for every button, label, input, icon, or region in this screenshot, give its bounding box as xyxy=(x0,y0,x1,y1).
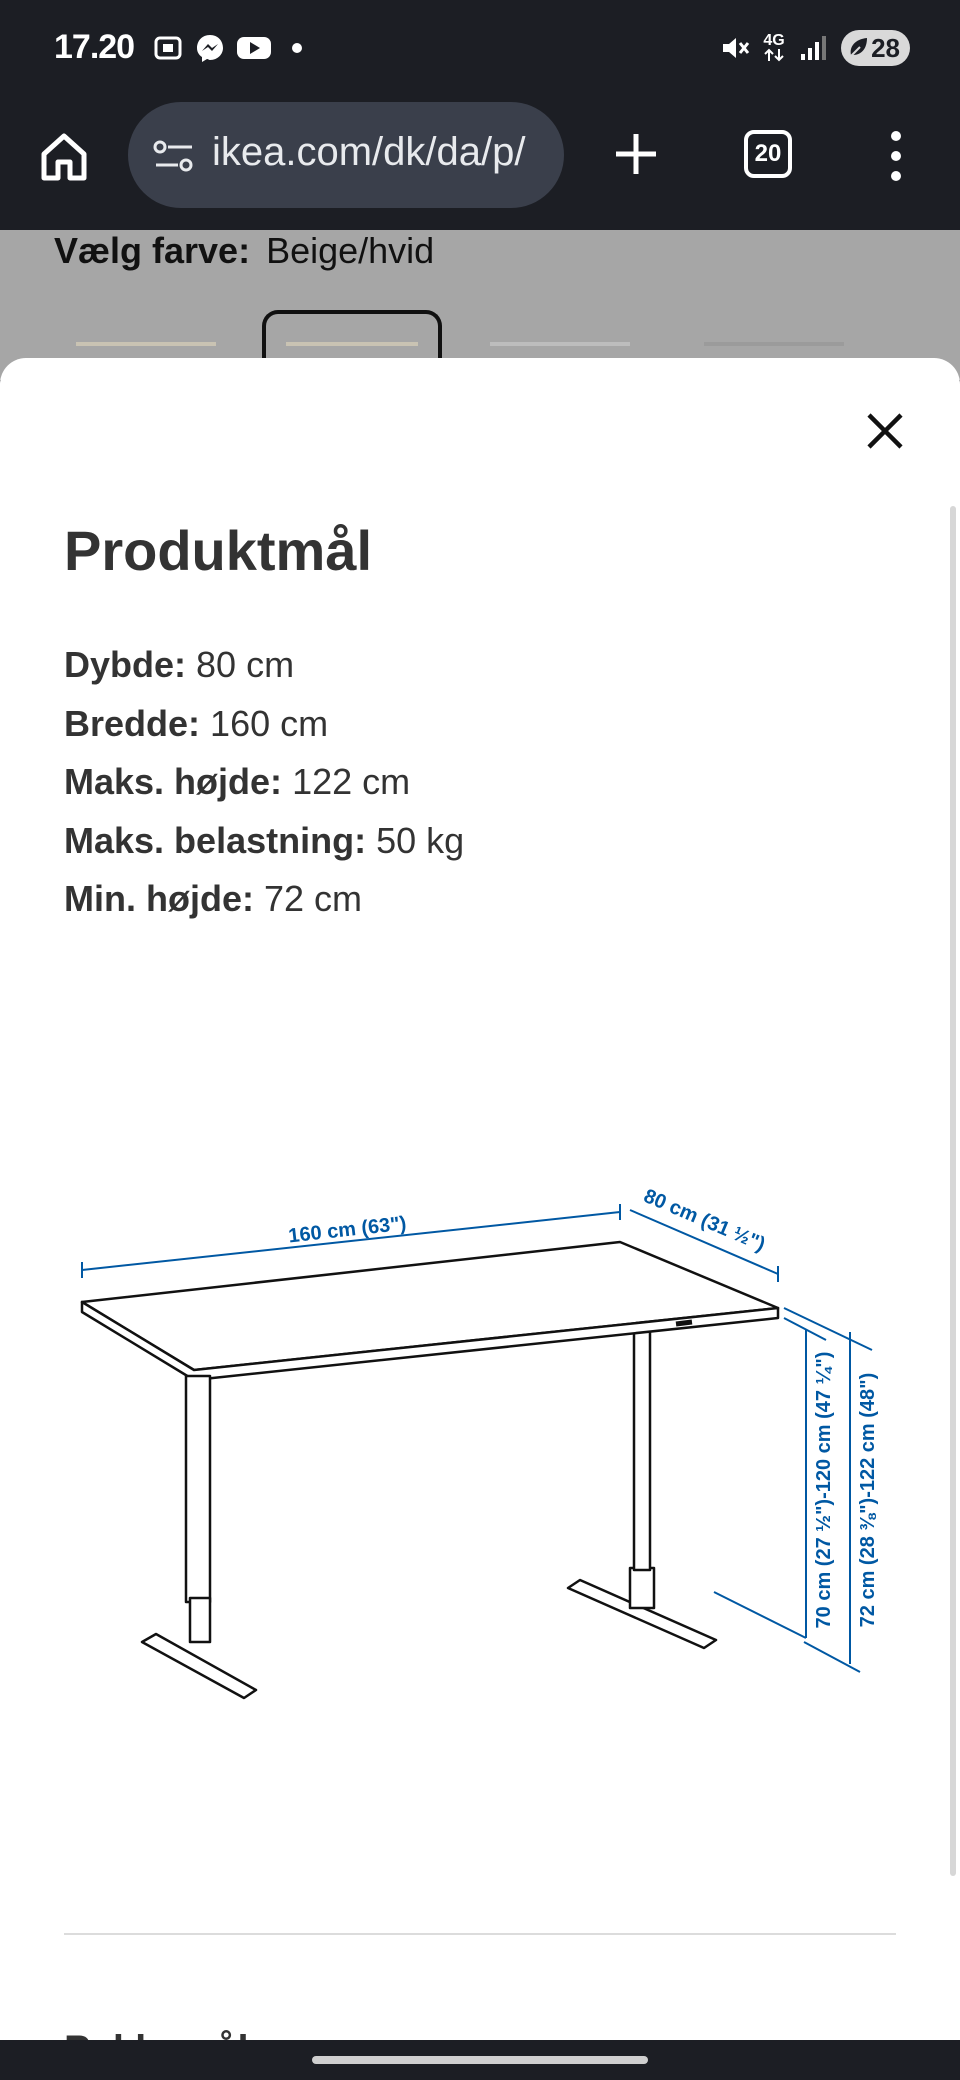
more-menu-icon[interactable] xyxy=(884,128,908,184)
browser-toolbar xyxy=(0,100,960,230)
battery-level: 28 xyxy=(871,33,900,63)
gesture-handle[interactable] xyxy=(312,2056,648,2064)
messenger-icon xyxy=(194,32,226,64)
system-icons xyxy=(719,30,910,66)
height-range-1-label: 70 cm (27 ½")-120 cm (47 ¼") xyxy=(813,1351,835,1629)
color-label: Vælg farve: xyxy=(54,230,251,271)
youtube-icon xyxy=(236,32,272,64)
dimension-row xyxy=(64,695,464,754)
dimension-value: 80 cm xyxy=(196,644,295,685)
site-settings-icon[interactable] xyxy=(152,138,196,174)
data-arrows-icon xyxy=(763,48,785,62)
battery-indicator xyxy=(841,30,910,66)
dimension-value: 72 cm xyxy=(263,878,363,919)
more-notifications-dot xyxy=(292,43,302,53)
close-icon[interactable] xyxy=(864,410,906,452)
dimension-value: 122 cm xyxy=(292,761,411,802)
network-type: 4G xyxy=(763,32,785,49)
desk-leg-upper-back xyxy=(634,1320,650,1570)
dimension-label: Bredde: xyxy=(64,702,201,744)
dimension-label: Dybde: xyxy=(64,644,187,685)
depth-label: 80 cm (31 ½") xyxy=(640,1185,769,1256)
desk-control-handle xyxy=(676,1322,692,1324)
network-indicator xyxy=(763,34,785,62)
dimension-row xyxy=(64,753,464,812)
height-range-1-extenders xyxy=(714,1318,826,1638)
desk-leg-lower-front xyxy=(190,1598,210,1642)
section-divider xyxy=(64,1933,896,1935)
dimension-row xyxy=(64,636,464,695)
address-bar[interactable] xyxy=(128,102,564,208)
desk-leg-upper-front xyxy=(186,1376,210,1602)
new-tab-icon[interactable] xyxy=(610,128,662,180)
mute-icon xyxy=(719,32,751,64)
width-label: 160 cm (63") xyxy=(287,1212,408,1248)
dimension-label: Min. højde: xyxy=(64,878,254,919)
status-bar xyxy=(0,0,960,100)
desk-dimension-diagram xyxy=(60,1158,900,1718)
dimension-row xyxy=(64,870,464,929)
screenshot-icon xyxy=(152,32,184,64)
color-selector-label xyxy=(54,230,434,272)
dimension-label: Maks. belastning: xyxy=(64,819,367,861)
product-dimensions-sheet xyxy=(0,358,960,2040)
desk-leg-lower-back xyxy=(630,1568,654,1608)
signal-icon xyxy=(797,32,829,64)
power-saving-icon xyxy=(847,35,869,59)
dimension-value: 50 kg xyxy=(376,819,465,861)
color-value: Beige/hvid xyxy=(266,230,435,271)
status-time: 17.20 xyxy=(54,28,135,66)
height-range-2-label: 72 cm (28 ⅜")-122 cm (48") xyxy=(857,1372,879,1628)
desk-foot-front xyxy=(142,1634,256,1698)
dimensions-list xyxy=(64,636,464,929)
home-icon[interactable] xyxy=(36,128,92,184)
url-text[interactable]: ikea.com/dk/da/p/ xyxy=(212,130,526,174)
dimension-label: Maks. højde: xyxy=(64,761,283,802)
sheet-title: Produktmål xyxy=(64,519,373,582)
dimension-value: 160 cm xyxy=(210,702,329,744)
desk-drawing xyxy=(82,1242,778,1698)
tab-switcher-button[interactable]: 20 xyxy=(744,130,792,178)
notification-icons xyxy=(152,32,302,64)
system-navigation-bar xyxy=(0,2040,960,2080)
sheet-scrollbar[interactable] xyxy=(950,506,956,1876)
dimension-row xyxy=(64,812,464,871)
